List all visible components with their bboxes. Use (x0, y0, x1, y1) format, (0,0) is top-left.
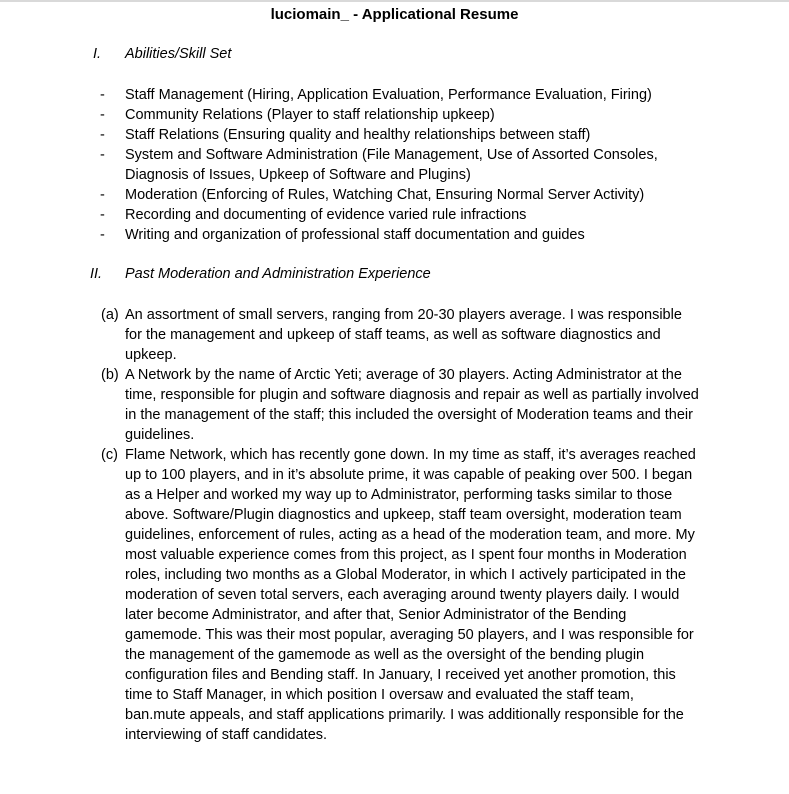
list-item: (b) A Network by the name of Arctic Yeti; average of 30 players. Acting Administrator at the time, responsible for plugin and software diagnosis and repair as well as partially involved in the management of the staff; this included the oversight of Moderation teams and their guidelines. (101, 367, 699, 443)
list-item: - Community Relations (Player to staff relationship upkeep) (100, 107, 495, 123)
item-label: (c) (101, 447, 118, 463)
top-border (0, 0, 789, 2)
section-title: Past Moderation and Administration Experience (125, 266, 431, 282)
item-label: (b) (101, 367, 119, 383)
list-item: (c) Flame Network, which has recently gone down. In my time as staff, it’s averages reached up to 100 players, and in it’s absolute prime, it was capable of peaking over 500. I began as a Helper and worked my way up to Administrator, performing tasks similar to those above. Software/Plugin diagnostics and upkeep, staff team oversight, moderation team guidelines, enforcement of rules, acting as a head of the moderation team, and more. My most valuable experience comes from this project, as I spent four months in Moderation roles, including two months as a Global Moderator, in which I actively participated in the moderation of seven total servers, each averaging around twenty players daily. I would later become Administrator, and after that, Senior Administrator of the Bending gamemode. This was their most popular, averaging 50 players, and I was responsible for the management of the gamemode as well as the oversight of the bending plugin configuration files and Bending staff. In January, I received yet another promotion, this time to Staff Manager, in which position I oversaw and evaluated the staff team, ban.mute appeals, and staff applications primarily. I was additionally responsible for the interviewing of staff candidates. (101, 447, 696, 743)
dash-bullet: - (100, 207, 105, 223)
list-item: - Staff Management (Hiring, Application Evaluation, Performance Evaluation, Firing) (100, 87, 652, 103)
document-title: luciomain_ - Applicational Resume (270, 6, 519, 23)
dash-bullet: - (100, 227, 105, 243)
list-item: (a) An assortment of small servers, ranging from 20-30 players average. I was responsible for the management and upkeep of staff teams, as well as software diagnostics and upkeep. (101, 307, 682, 363)
dash-bullet: - (100, 187, 105, 203)
dash-bullet: - (100, 107, 105, 123)
experience-list (0, 305, 789, 745)
list-item: - Moderation (Enforcing of Rules, Watching Chat, Ensuring Normal Server Activity) (100, 187, 645, 203)
skills-list (0, 85, 789, 245)
list-item: - Staff Relations (Ensuring quality and healthy relationships between staff) (100, 127, 591, 143)
dash-bullet: - (100, 87, 105, 103)
dash-bullet: - (100, 147, 105, 163)
section-numeral: I. (93, 46, 102, 62)
list-item: - System and Software Administration (File Management, Use of Assorted Consoles, Diagnosis of Issues, Upkeep of Software and Plugins) (100, 147, 658, 183)
list-item: - Writing and organization of professional staff documentation and guides (100, 227, 585, 243)
list-item: - Recording and documenting of evidence varied rule infractions (100, 207, 527, 223)
dash-bullet: - (100, 127, 105, 143)
section-numeral: II. (90, 266, 103, 282)
section-title: Abilities/Skill Set (125, 46, 232, 62)
item-label: (a) (101, 307, 119, 323)
